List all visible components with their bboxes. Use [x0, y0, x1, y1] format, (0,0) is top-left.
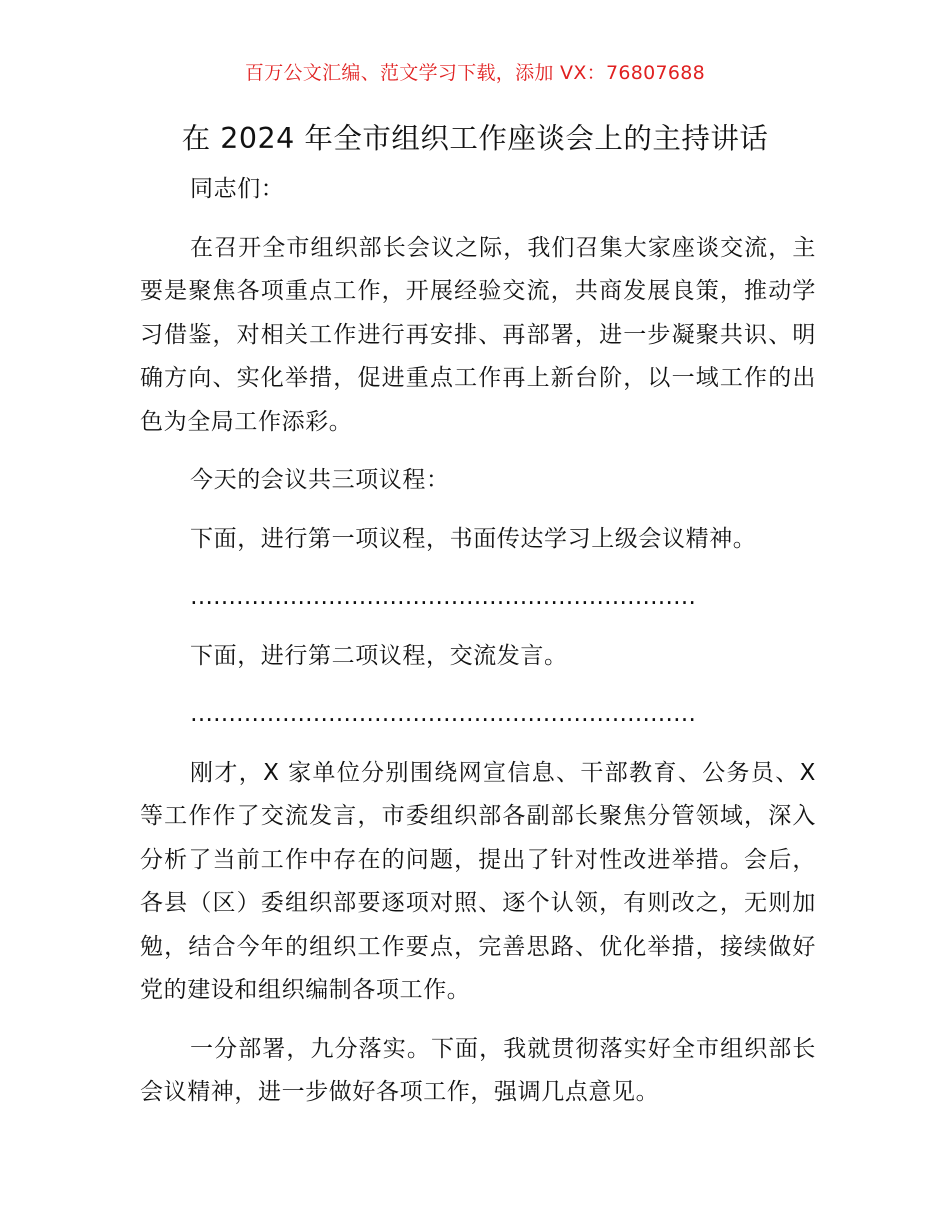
paragraph-intro: 在召开全市组织部长会议之际，我们召集大家座谈交流，主要是聚焦各项重点工作，开展经验交流，共商发展良策，推动学习借鉴，对相关工作进行再安排、再部署，进一步凝聚共识、明确方向、实化举措，促进重点工作再上新台阶，以一域工作的出色为全局工作添彩。	[140, 234, 816, 435]
watermark-header: 百万公文汇编、范文学习下载，添加 VX：76807688	[244, 62, 706, 84]
paragraph-closing: 一分部署，九分落实。下面，我就贯彻落实好全市组织部长会议精神，进一步做好各项工作，强调几点意见。	[140, 1035, 816, 1105]
document-body	[140, 168, 816, 1115]
paragraph-item-2: 下面，进行第二项议程，交流发言。	[190, 642, 568, 669]
paragraph-summary: 刚才，X 家单位分别围绕网宣信息、干部教育、公务员、X 等工作作了交流发言，市委组织部各副部长聚焦分管领域，深入分析了当前工作中存在的问题，提出了针对性改进举措。会后，各县（区）委组织部要逐项对照、逐个认领，有则改之，无则加勉，结合今年的组织工作要点，完善思路、优化举措，接续做好党的建设和组织编制各项工作。	[140, 759, 816, 1003]
paragraph-agenda: 今天的会议共三项议程：	[190, 467, 450, 493]
salutation: 同志们：	[190, 176, 285, 202]
ellipsis-line: …………………………………………………………	[190, 584, 696, 610]
paragraph-item-1: 下面，进行第一项议程，书面传达学习上级会议精神。	[190, 525, 757, 552]
ellipsis-line: …………………………………………………………	[190, 701, 696, 727]
document-title: 在 2024 年全市组织工作座谈会上的主持讲话	[181, 122, 769, 155]
